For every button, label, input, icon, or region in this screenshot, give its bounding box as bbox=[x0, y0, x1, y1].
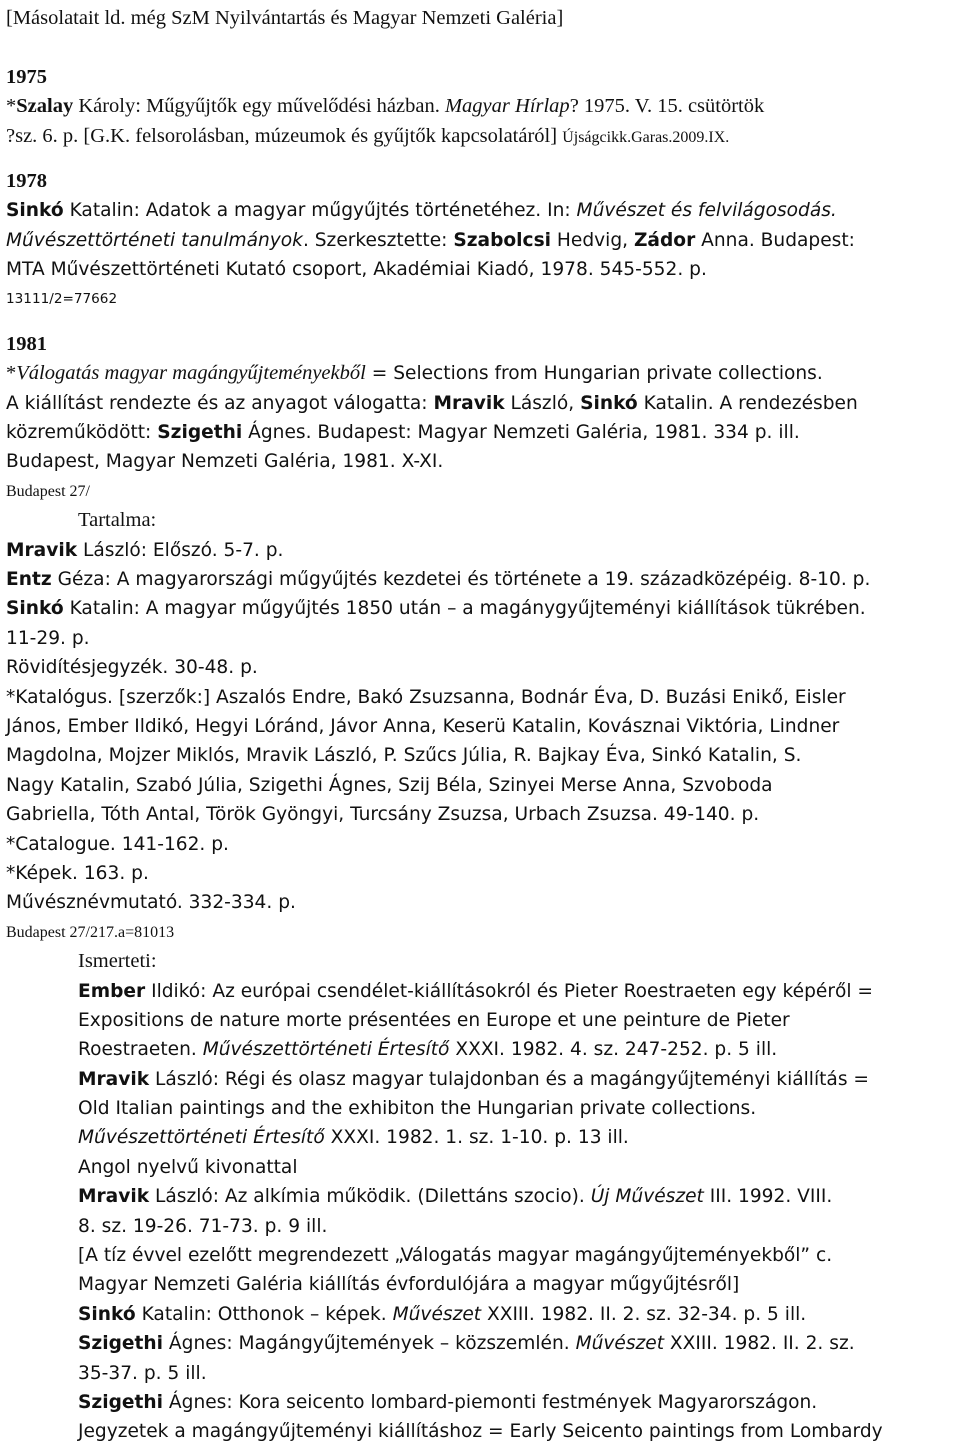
contents-item-7: *Képek. 163. p. bbox=[6, 862, 149, 884]
review-1-line2: Expositions de nature morte présentées en Europe et une peinture de Pieter bbox=[78, 1009, 790, 1031]
entry-1981-title: *Válogatás magyar magángyűjteményekből = Selections from Hungarian private collections. bbox=[6, 362, 823, 385]
review-5-line2: 35-37. p. 5 ill. bbox=[78, 1362, 207, 1384]
entry-1978-line3: MTA Művészettörténeti Kutató csoport, Akadémiai Kiadó, 1978. 545-552. p. bbox=[6, 259, 707, 281]
review-2-line1: Mravik László: Régi és olasz magyar tulajdonban és a magángyűjteményi kiállítás = bbox=[78, 1068, 869, 1090]
year-heading-1981: 1981 bbox=[6, 332, 47, 355]
contents-item-1: Mravik László: Előszó. 5-7. p. bbox=[6, 539, 284, 561]
catalogue-authors-4: Nagy Katalin, Szabó Júlia, Szigethi Ágnes, Szij Béla, Szinyei Merse Anna, Szvoboda bbox=[6, 774, 773, 796]
year-heading-1975: 1975 bbox=[6, 65, 47, 88]
catalogue-authors-2: János, Ember Ildikó, Hegyi Lóránd, Jávor Anna, Keserü Katalin, Kovásznai Viktória, Lindner bbox=[6, 715, 840, 737]
entry-1978-line2: Művészettörténeti tanulmányok. Szerkesztette: Szabolcsi Hedvig, Zádor Anna. Budapest: bbox=[6, 229, 855, 251]
review-1-line1: Ember Ildikó: Az európai csendélet-kiállításokról és Pieter Roestraeten egy képéről = bbox=[78, 980, 873, 1002]
catalogue-authors-1: *Katalógus. [szerzők:] Aszalós Endre, Bakó Zsuzsanna, Bodnár Éva, D. Buzási Enikő, Eisler bbox=[6, 686, 846, 708]
review-2-line2: Old Italian paintings and the exhibiton the Hungarian private collections. bbox=[78, 1098, 757, 1120]
review-6-line2: Jegyzetek a magángyűjteményi kiállításhoz = Early Seicento paintings from Lombardy bbox=[78, 1421, 883, 1443]
review-5-line1: Szigethi Ágnes: Magángyűjtemények – közszemlén. Művészet XXIII. 1982. II. 2. sz. bbox=[78, 1333, 855, 1355]
review-3-line2: 8. sz. 19-26. 71-73. p. 9 ill. bbox=[78, 1215, 328, 1237]
entry-1981-line4: Budapest, Magyar Nemzeti Galéria, 1981. X-XI. bbox=[6, 451, 444, 473]
contents-item-4: Rövidítésjegyzék. 30-48. p. bbox=[6, 657, 258, 679]
entry-1981-line2: A kiállítást rendezte és az anyagot válogatta: Mravik László, Sinkó Katalin. A rendezésben bbox=[6, 392, 858, 414]
entry-1981-signature: Budapest 27/ bbox=[6, 482, 90, 500]
review-1-line3: Roestraeten. Művészettörténeti Értesítő XXXI. 1982. 4. sz. 247-252. p. 5 ill. bbox=[78, 1039, 778, 1061]
document-page bbox=[6, 4, 956, 1447]
review-4-line1: Sinkó Katalin: Otthonok – képek. Művészet XXIII. 1982. II. 2. sz. 32-34. p. 5 ill. bbox=[78, 1303, 807, 1325]
contents-item-6: *Catalogue. 141-162. p. bbox=[6, 833, 229, 855]
review-label: Ismerteti: bbox=[78, 950, 157, 973]
entry-1981-line3: közreműködött: Szigethi Ágnes. Budapest: Magyar Nemzeti Galéria, 1981. 334 p. ill. bbox=[6, 422, 800, 444]
entry-1975-line2: ?sz. 6. p. [G.K. felsorolásban, múzeumok és gyűjtők kapcsolatáról] Újságcikk.Garas.2009.IX. bbox=[6, 124, 730, 147]
review-6-line1: Szigethi Ágnes: Kora seicento lombard-piemonti festmények Magyarországon. bbox=[78, 1391, 818, 1413]
entry-1978-signature: 13111/2=77662 bbox=[6, 290, 118, 307]
entry-1978-line1: Sinkó Katalin: Adatok a magyar műgyűjtés történetéhez. In: Művészet és felvilágosodás. bbox=[6, 200, 837, 222]
year-heading-1978: 1978 bbox=[6, 169, 47, 192]
contents-item-2: Entz Géza: A magyarországi műgyűjtés kezdetei és története a 19. századközépéig. 8-10. p. bbox=[6, 569, 871, 591]
contents-item-3-pages: 11-29. p. bbox=[6, 627, 90, 649]
contents-signature: Budapest 27/217.a=81013 bbox=[6, 923, 175, 941]
review-2-line4: Angol nyelvű kivonattal bbox=[78, 1156, 298, 1178]
entry-1975-line1: *Szalay Károly: Műgyűjtők egy művelődési házban. Magyar Hírlap? 1975. V. 15. csütörtök bbox=[6, 95, 765, 118]
contents-label: Tartalma: bbox=[78, 509, 157, 532]
header-note: [Másolatait ld. még SzM Nyilvántartás és Magyar Nemzeti Galéria] bbox=[6, 7, 564, 29]
contents-item-8: Művésznévmutató. 332-334. p. bbox=[6, 892, 296, 914]
review-3-line4: Magyar Nemzeti Galéria kiállítás évfordulójára a magyar műgyűjtésről] bbox=[78, 1274, 740, 1296]
contents-item-3: Sinkó Katalin: A magyar műgyűjtés 1850 után – a magánygyűjteményi kiállítások tükrében. bbox=[6, 598, 866, 620]
catalogue-authors-5: Gabriella, Tóth Antal, Török Gyöngyi, Turcsány Zsuzsa, Urbach Zsuzsa. 49-140. p. bbox=[6, 804, 760, 826]
catalogue-authors-3: Magdolna, Mojzer Miklós, Mravik László, P. Szűcs Júlia, R. Bajkay Éva, Sinkó Katalin, S. bbox=[6, 745, 802, 767]
review-3-line1: Mravik László: Az alkímia működik. (Dilettáns szocio). Új Művészet III. 1992. VIII. bbox=[78, 1186, 833, 1208]
review-3-line3: [A tíz évvel ezelőtt megrendezett „Válogatás magyar magángyűjteményekből” c. bbox=[78, 1245, 833, 1267]
review-2-line3: Művészettörténeti Értesítő XXXI. 1982. 1. sz. 1-10. p. 13 ill. bbox=[78, 1127, 629, 1149]
